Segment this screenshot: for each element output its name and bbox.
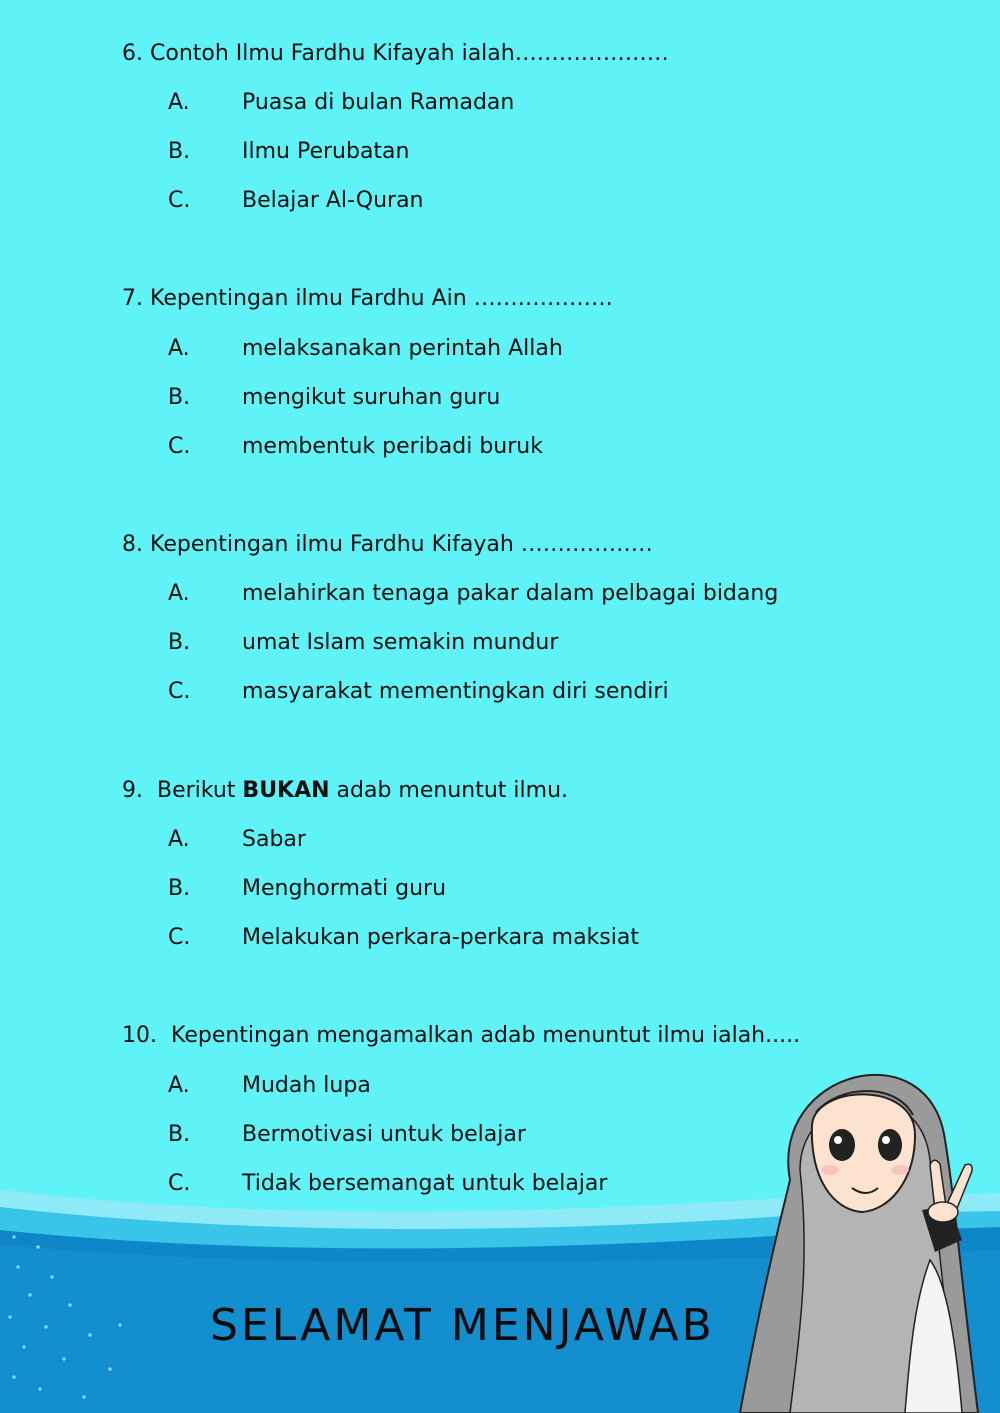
question-10-option-b[interactable]: B. Bermotivasi untuk belajar	[168, 1122, 526, 1147]
hijab-girl-icon	[730, 1030, 990, 1413]
question-7-option-b[interactable]: B. mengikut suruhan guru	[168, 385, 501, 410]
question-7-text: 7. Kepentingan ilmu Fardhu Ain ……………….	[122, 286, 613, 311]
question-7-option-c[interactable]: C. membentuk peribadi buruk	[168, 434, 543, 459]
question-7-option-a[interactable]: A. melaksanakan perintah Allah	[168, 336, 563, 361]
question-10-text: 10. Kepentingan mengamalkan adab menuntut ilmu ialah.....	[122, 1023, 801, 1048]
question-10-option-c[interactable]: C. Tidak bersemangat untuk belajar	[168, 1171, 608, 1196]
closing-message: SELAMAT MENJAWAB	[210, 1300, 715, 1351]
question-10-option-a[interactable]: A. Mudah lupa	[168, 1073, 371, 1098]
question-9-option-c[interactable]: C. Melakukan perkara-perkara maksiat	[168, 925, 639, 950]
question-8-option-c[interactable]: C. masyarakat mementingkan diri sendiri	[168, 679, 669, 704]
question-6-option-b[interactable]: B. Ilmu Perubatan	[168, 139, 410, 164]
question-8-option-a[interactable]: A. melahirkan tenaga pakar dalam pelbagai bidang	[168, 581, 779, 606]
question-8-option-b[interactable]: B. umat Islam semakin mundur	[168, 630, 559, 655]
emphasis-bukan: BUKAN	[242, 778, 330, 803]
question-9-text: 9. Berikut BUKAN adab menuntut ilmu.	[122, 778, 569, 803]
question-6-text: 6. Contoh Ilmu Fardhu Kifayah ialah…………………	[122, 41, 669, 66]
question-9-option-b[interactable]: B. Menghormati guru	[168, 876, 447, 901]
question-8-text: 8. Kepentingan ilmu Fardhu Kifayah ………………	[122, 532, 653, 557]
question-6-option-a[interactable]: A. Puasa di bulan Ramadan	[168, 90, 515, 115]
question-6-option-c[interactable]: C. Belajar Al-Quran	[168, 188, 424, 213]
question-9-option-a[interactable]: A. Sabar	[168, 827, 306, 852]
